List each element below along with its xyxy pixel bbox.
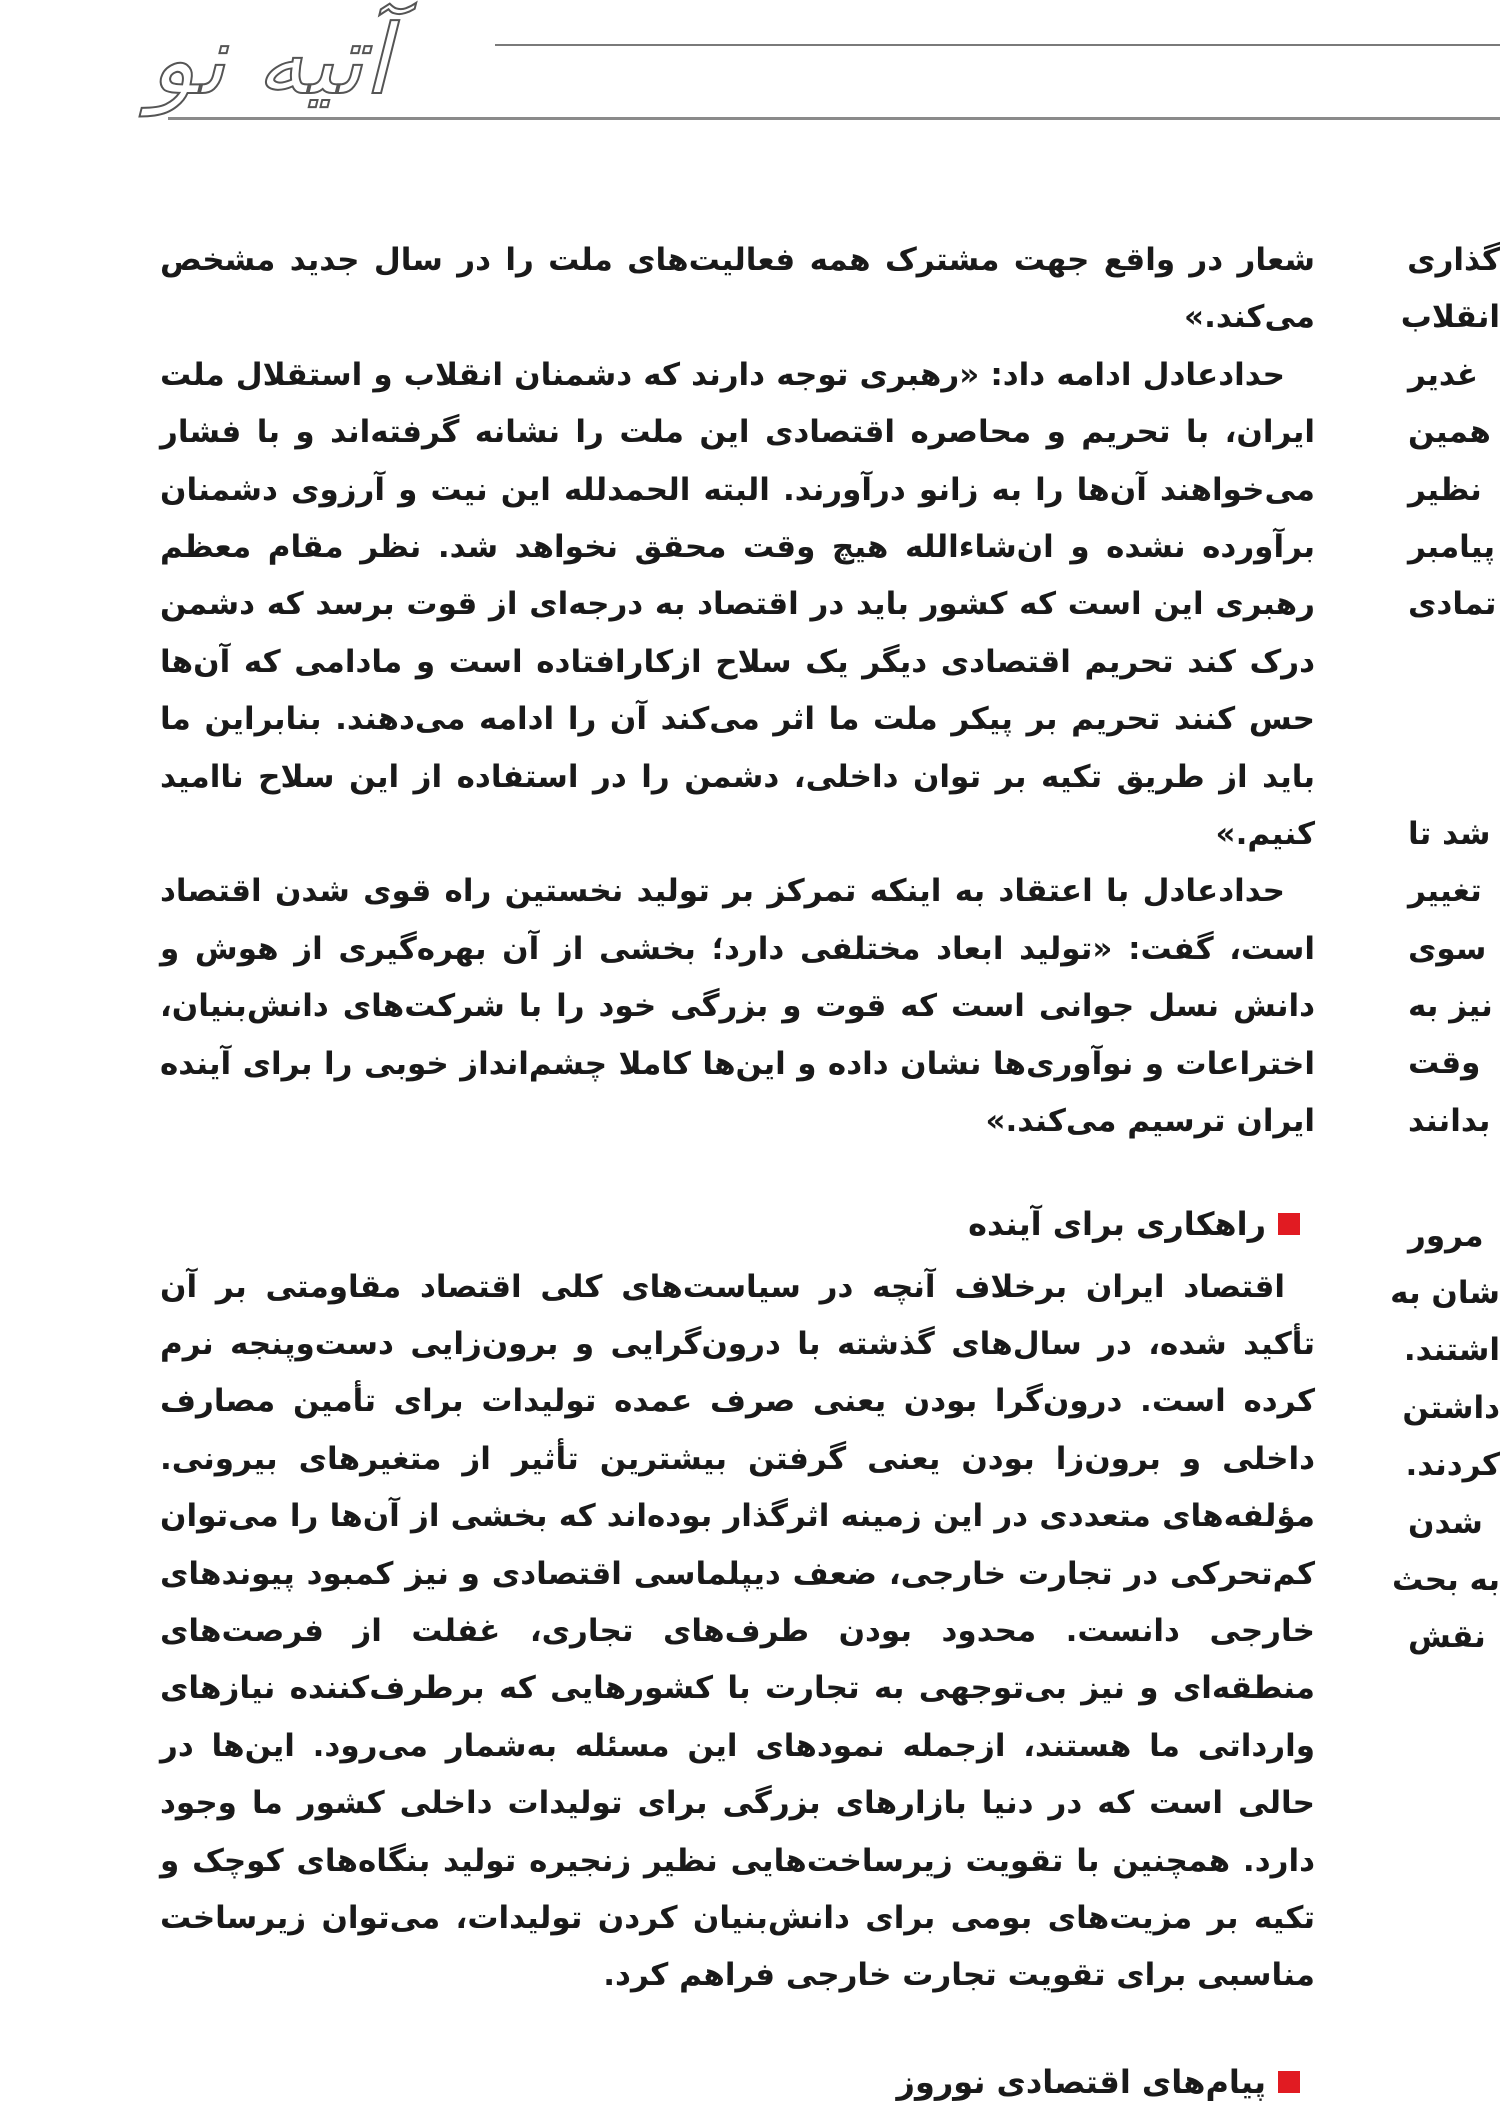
section-heading-future-text: راهکاری برای آینده <box>968 1204 1266 1243</box>
red-square-bullet-icon <box>1278 1213 1300 1235</box>
paragraph-1: شعار در واقع جهت مشترک همه فعالیت‌های ملت را در سال جدید مشخص می‌کند.» <box>160 242 1315 336</box>
side-line: وقت <box>1408 1045 1481 1082</box>
side-line: نقش <box>1408 1619 1486 1656</box>
side-line: پیامبر <box>1408 528 1496 565</box>
side-line: همین <box>1408 414 1491 451</box>
section-heading-future <box>160 1189 1300 1259</box>
side-line <box>1408 1150 1500 1207</box>
section-heading-nowruz-text: پیام‌های اقتصادی نوروز <box>896 2062 1266 2101</box>
side-line: شد تا <box>1408 815 1491 852</box>
side-line: اشتند. <box>1403 1332 1500 1369</box>
side-line: تغییر <box>1408 873 1482 910</box>
side-line: تمادی <box>1408 586 1497 623</box>
masthead-rule-thin <box>495 44 1500 46</box>
side-line: غدیر <box>1408 356 1479 393</box>
side-line: گذاری <box>1407 242 1500 278</box>
side-line: نظیر <box>1408 471 1482 508</box>
side-line: کردند. <box>1405 1447 1500 1484</box>
side-line <box>1408 634 1500 691</box>
masthead-rule-thick <box>168 117 1500 120</box>
masthead-logo: آتیه نو <box>149 4 390 116</box>
paragraph-2: حدادعادل ادامه داد: «رهبری توجه دارند که دشمنان انقلاب و استقلال ملت ایران، با تحریم و محاصره اقتصادی این ملت را نشانه گرفته‌اند و با فشار می‌خواهند آن‌ها را به زانو درآورند. البته الحمدلله این نیت و آرزوی دشمنان برآورده نشده و ان‌شاءالله هیچ وقت محقق نخواهد شد. نظر مقام معظم رهبری این است که کشور باید در اقتصاد به درجه‌ای از قوت برسد که دشمن درک کند تحریم اقتصادی دیگر یک سلاح ازکارافتاده است و مادامی که آن‌ها حس کنند تحریم بر پیکر ملت ما اثر می‌کند آن را ادامه می‌دهند. بنابراین ما باید از طریق تکیه بر توان داخلی، دشمن را در استفاده از این سلاح ناامید کنیم.» <box>160 356 1315 853</box>
side-line: شدن <box>1408 1504 1483 1541</box>
side-line <box>1408 691 1500 748</box>
side-line: مرور <box>1408 1217 1484 1254</box>
section-heading-nowruz <box>160 2047 1300 2117</box>
side-article-column <box>1390 232 1500 1667</box>
side-line: داشتن <box>1402 1389 1500 1426</box>
main-article-column <box>160 232 1315 2117</box>
side-line: به بحث <box>1391 1561 1500 1598</box>
paragraph-4: اقتصاد ایران برخلاف آنچه در سیاست‌های کلی اقتصاد مقاومتی بر آن تأکید شده، در سال‌های گذشته با درون‌گرایی و برون‌زایی دست‌وپنجه نرم کرده است. درون‌گرا بودن یعنی صرف عمده تولیدات برای تأمین مصارف داخلی و برون‌زا بودن یعنی گرفتن بیشترین تأثیر از متغیرهای بیرونی. مؤلفه‌های متعددی در این زمینه اثرگذار بوده‌اند که بخشی از آن‌ها را می‌توان کم‌تحرکی در تجارت خارجی، ضعف دیپلماسی اقتصادی و نیز کمبود پیوندهای خارجی دانست. محدود بودن طرف‌های تجاری، غفلت از فرصت‌های منطقه‌ای و نیز بی‌توجهی به تجارت با کشورهایی که برطرف‌کننده نیازهای وارداتی ما هستند، ازجمله نمودهای این مسئله به‌شمار می‌رود. این‌ها در حالی است که در دنیا بازارهای بزرگی برای تولیدات داخلی کشور ما وجود دارد. همچنین با تقویت زیرساخت‌هایی نظیر زنجیره تولید بنگاه‌های کوچک و تکیه بر مزیت‌های بومی برای دانش‌بنیان کردن تولیدات، می‌توان زیرساخت مناسبی برای تقویت تجارت خارجی فراهم کرد. <box>160 1268 1315 1994</box>
side-line: نیز به <box>1408 988 1493 1025</box>
side-line: سوی <box>1408 930 1487 967</box>
side-line: بدانند <box>1408 1102 1491 1139</box>
side-line: انقلاب <box>1400 299 1500 336</box>
paragraph-3: حدادعادل با اعتقاد به اینکه تمرکز بر تولید نخستین راه قوی شدن اقتصاد است، گفت: «تولید ابعاد مختلفی دارد؛ بخشی از آن بهره‌گیری از هوش و دانش نسل جوانی است که قوت و بزرگی خود را با شرکت‌های دانش‌بنیان، اختراعات و نوآوری‌ها نشان داده و این‌ها کاملا چشم‌انداز خوبی را برای آینده ایران ترسیم می‌کند.» <box>160 873 1315 1140</box>
side-line: شان به <box>1390 1275 1500 1312</box>
red-square-bullet-icon <box>1278 2071 1300 2093</box>
side-line <box>1408 749 1500 806</box>
